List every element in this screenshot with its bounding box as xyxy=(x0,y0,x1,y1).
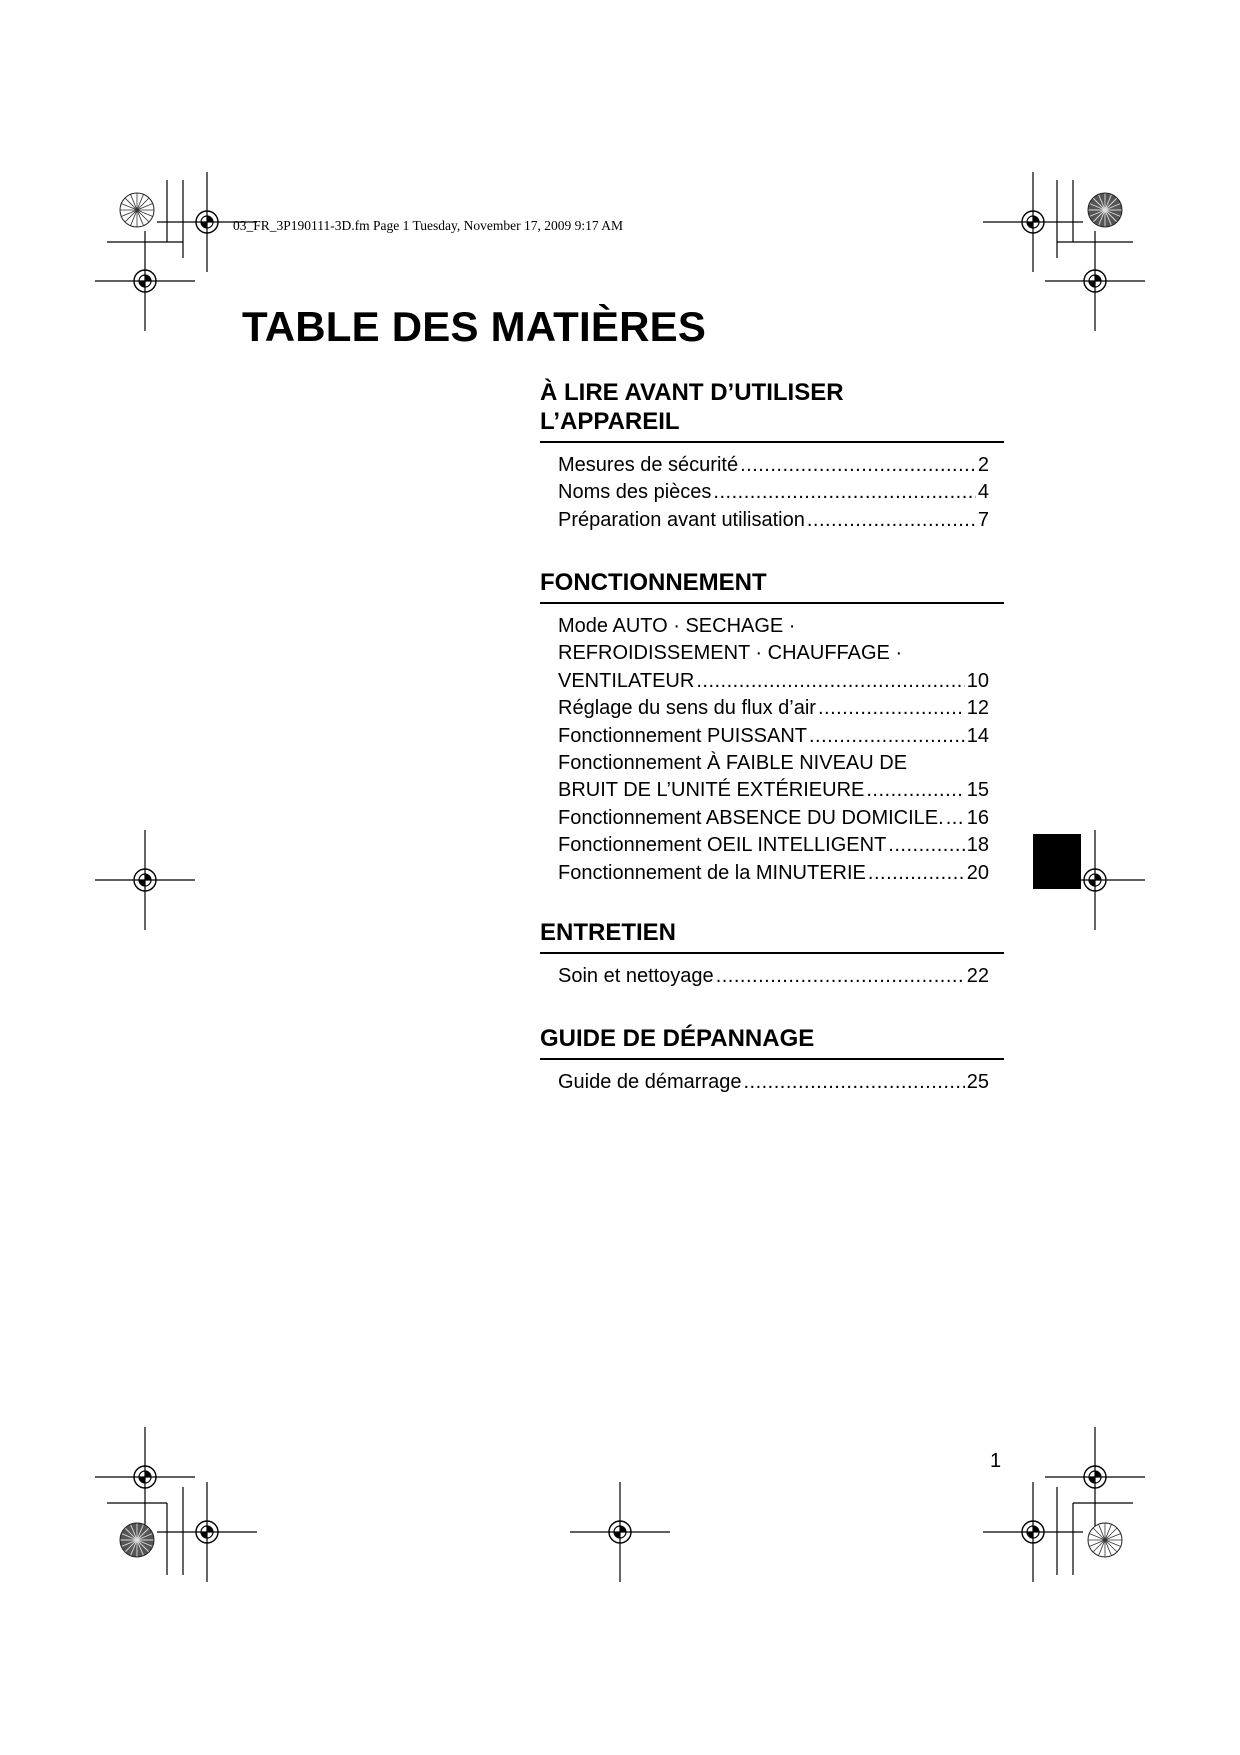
toc-entry-label: Fonctionnement ABSENCE DU DOMICILE. xyxy=(558,806,944,829)
toc-page-number: 25 xyxy=(966,1071,989,1093)
dot-leader xyxy=(868,860,965,887)
toc-section xyxy=(540,378,1004,534)
toc-page-number: 15 xyxy=(966,779,989,802)
toc-entry-label: Fonctionnement OEIL INTELLIGENT xyxy=(558,834,887,857)
toc-entry-label: Fonctionnement PUISSANT xyxy=(558,724,807,747)
section-title-line: L’APPAREIL xyxy=(540,408,680,435)
toc-entry[interactable] xyxy=(558,963,989,990)
dot-leader xyxy=(740,452,976,479)
toc-entry-label: Réglage du sens du flux d’air xyxy=(558,697,816,720)
toc-entry-label: REFROIDISSEMENT · CHAUFFAGE · xyxy=(558,642,903,665)
toc-page-number: 22 xyxy=(966,965,989,987)
page-number: 1 xyxy=(990,1450,1002,1472)
toc-entry-label: Fonctionnement de la MINUTERIE xyxy=(558,861,866,884)
toc-page-number: 18 xyxy=(966,834,989,857)
section-title xyxy=(540,1024,1004,1060)
toc-entry[interactable] xyxy=(558,832,989,859)
toc-entry[interactable] xyxy=(558,452,989,479)
section-title xyxy=(540,918,1004,954)
toc-entry[interactable] xyxy=(558,805,989,832)
toc-page-number: 12 xyxy=(966,697,989,720)
file-info-header: 03_FR_3P190111-3D.fm Page 1 Tuesday, November 17, 2009 9:17 AM xyxy=(233,218,624,233)
dot-leader xyxy=(696,668,964,695)
toc-entry-label: Mode AUTO · SECHAGE · xyxy=(558,615,796,637)
dot-leader xyxy=(866,777,964,804)
toc-entry-label: VENTILATEUR xyxy=(558,669,695,692)
toc-entry[interactable] xyxy=(558,860,989,887)
section-title xyxy=(540,378,1004,443)
toc-section xyxy=(540,568,1004,887)
toc-entry-label: Fonctionnement À FAIBLE NIVEAU DE xyxy=(558,752,908,775)
dot-leader xyxy=(807,507,976,534)
dot-leader xyxy=(888,832,964,859)
section-thumb-tab xyxy=(1033,834,1081,889)
dot-leader xyxy=(743,1069,964,1096)
toc-entry[interactable] xyxy=(558,695,989,722)
toc-entry-label: Guide de démarrage xyxy=(558,1071,742,1093)
toc-page-number: 2 xyxy=(977,454,989,476)
dot-leader xyxy=(713,479,975,506)
toc-page-number: 7 xyxy=(977,508,989,531)
toc-entry[interactable] xyxy=(558,723,989,750)
toc-entry-label: Soin et nettoyage xyxy=(558,965,714,987)
toc-section xyxy=(540,1024,1004,1096)
section-title-line: FONCTIONNEMENT xyxy=(540,569,767,596)
dot-leader xyxy=(946,805,965,832)
toc-entry-label: BRUIT DE L’UNITÉ EXTÉRIEURE xyxy=(558,779,865,802)
toc-section xyxy=(540,918,1004,990)
section-title xyxy=(540,568,1004,604)
toc-page-number: 20 xyxy=(966,861,989,884)
dot-leader xyxy=(818,695,965,722)
toc-page-number: 10 xyxy=(966,669,989,692)
section-title-line: À LIRE AVANT D’UTILISER xyxy=(540,379,844,406)
dot-leader xyxy=(809,723,965,750)
toc-entry[interactable] xyxy=(558,613,989,695)
toc-page-number: 4 xyxy=(977,481,989,504)
toc-entry-label: Préparation avant utilisation xyxy=(558,508,805,531)
toc-entry[interactable] xyxy=(558,479,989,506)
toc-page-number: 16 xyxy=(966,806,989,829)
toc-entry-label: Noms des pièces xyxy=(558,481,712,504)
section-title-line: ENTRETIEN xyxy=(540,919,677,946)
toc-entry[interactable] xyxy=(558,507,989,534)
toc-entry[interactable] xyxy=(558,1069,989,1096)
toc-page-number: 14 xyxy=(966,724,989,747)
toc-entry[interactable] xyxy=(558,750,989,805)
toc-entry-label: Mesures de sécurité xyxy=(558,454,739,476)
page-title: TABLE DES MATIÈRES xyxy=(242,303,707,350)
dot-leader xyxy=(716,963,965,990)
section-title-line: GUIDE DE DÉPANNAGE xyxy=(540,1025,815,1052)
